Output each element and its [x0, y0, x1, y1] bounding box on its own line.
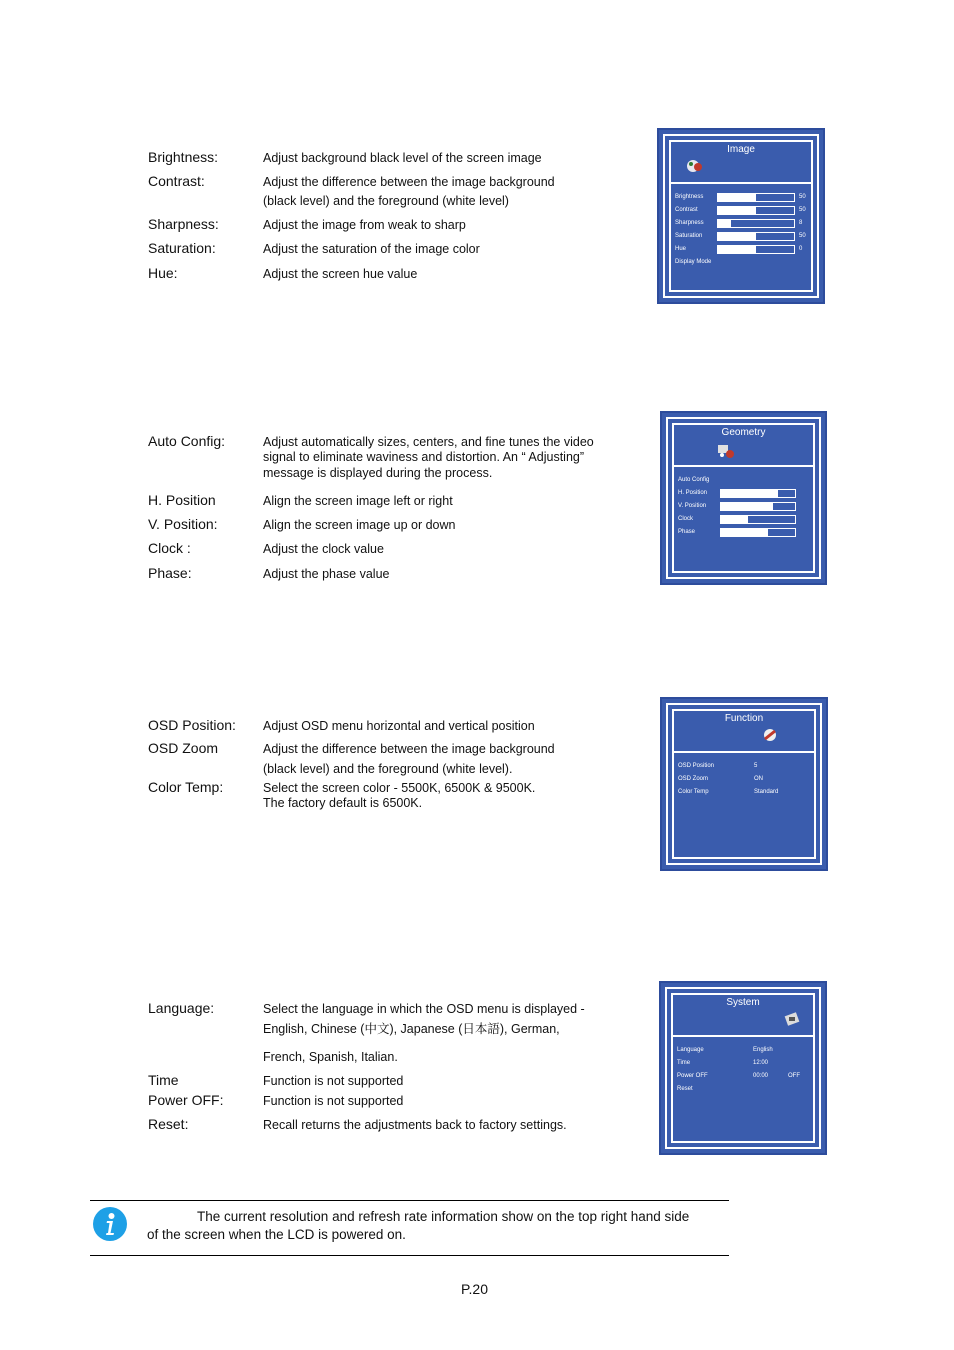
osd-separator: [669, 182, 813, 184]
osd-title: Image: [727, 144, 755, 155]
osd-inner-frame: [672, 709, 816, 859]
term-time: Time: [148, 1072, 179, 1088]
osd-color-temp-value[interactable]: Standard: [754, 789, 779, 795]
note-text-line2: of the screen when the LCD is powered on.: [147, 1227, 406, 1242]
osd-row-v-position-label: V. Position: [678, 503, 707, 509]
osd-row-language-label: Language: [677, 1047, 704, 1053]
osd-function-panel: [660, 697, 828, 871]
desc-contrast-line2: (black level) and the foreground (white level): [263, 194, 509, 208]
desc-power-off: Function is not supported: [263, 1094, 404, 1108]
osd-brightness-slider[interactable]: [717, 193, 795, 202]
function-menu-icon: [761, 727, 779, 743]
system-menu-icon: [784, 1011, 802, 1027]
osd-row-reset-label[interactable]: Reset: [677, 1086, 693, 1092]
geometry-menu-icon: [717, 443, 735, 459]
osd-brightness-value: 50: [799, 194, 806, 200]
term-phase: Phase:: [148, 565, 192, 581]
osd-osd-position-value[interactable]: 5: [754, 763, 758, 769]
term-power-off: Power OFF:: [148, 1092, 224, 1108]
osd-sharpness-slider[interactable]: [717, 219, 795, 228]
term-osd-zoom: OSD Zoom: [148, 740, 219, 756]
term-clock: Clock :: [148, 540, 191, 556]
osd-v-position-slider[interactable]: [720, 502, 796, 511]
osd-saturation-slider[interactable]: [717, 232, 795, 241]
term-hue: Hue:: [148, 265, 178, 281]
osd-inner-frame: [672, 423, 815, 573]
osd-row-brightness-label: Brightness: [675, 194, 704, 200]
term-contrast: Contrast:: [148, 173, 205, 189]
term-osd-position: OSD Position:: [148, 717, 236, 733]
osd-image-panel: [657, 128, 825, 304]
term-sharpness: Sharpness:: [148, 216, 219, 232]
desc-auto-config-line3: message is displayed during the process.: [263, 466, 493, 480]
desc-language-line1: Select the language in which the OSD menu is displayed -: [263, 1002, 585, 1016]
osd-title: System: [726, 997, 760, 1008]
desc-clock: Adjust the clock value: [263, 542, 384, 556]
osd-phase-slider[interactable]: [720, 528, 796, 537]
osd-row-osd-zoom-label: OSD Zoom: [678, 776, 709, 782]
desc-time: Function is not supported: [263, 1074, 404, 1088]
desc-language-line2: English, Chinese (中文), Japanese (日本語), German,: [263, 1022, 560, 1036]
desc-reset: Recall returns the adjustments back to factory settings.: [263, 1118, 567, 1132]
term-brightness: Brightness:: [148, 149, 219, 165]
osd-row-power-off-label: Power OFF: [677, 1073, 708, 1079]
desc-language-line3: French, Spanish, Italian.: [263, 1050, 398, 1064]
desc-v-position: Align the screen image up or down: [263, 518, 456, 532]
note-text-line1: The current resolution and refresh rate information show on the top right hand side: [197, 1209, 690, 1224]
image-menu-icon: [686, 158, 704, 174]
osd-row-hue-label: Hue: [675, 246, 687, 252]
osd-row-contrast-label: Contrast: [675, 207, 698, 213]
desc-brightness: Adjust background black level of the screen image: [263, 151, 542, 165]
osd-separator: [672, 465, 815, 467]
term-saturation: Saturation:: [148, 240, 216, 256]
osd-title: Function: [724, 713, 764, 724]
desc-h-position: Align the screen image left or right: [263, 494, 453, 508]
desc-hue: Adjust the screen hue value: [263, 267, 418, 281]
note-bottom-rule: [90, 1255, 729, 1256]
osd-sharpness-value: 8: [799, 220, 803, 226]
osd-row-osd-position-label: OSD Position: [678, 763, 715, 769]
osd-row-clock-label: Clock: [678, 516, 694, 522]
osd-row-auto-config-label[interactable]: Auto Config: [678, 477, 710, 483]
term-reset: Reset:: [148, 1116, 189, 1132]
osd-language-value[interactable]: English: [753, 1047, 773, 1053]
desc-osd-zoom-line2: (black level) and the foreground (white level).: [263, 762, 513, 776]
term-h-position: H. Position: [148, 492, 216, 508]
page-number: P.20: [461, 1281, 488, 1297]
osd-title: Geometry: [721, 427, 766, 438]
term-v-position: V. Position:: [148, 516, 218, 532]
osd-saturation-value: 50: [799, 233, 806, 239]
osd-row-saturation-label: Saturation: [675, 233, 703, 239]
osd-hue-slider[interactable]: [717, 245, 795, 254]
osd-contrast-value: 50: [799, 207, 806, 213]
desc-contrast-line1: Adjust the difference between the image background: [263, 175, 555, 189]
osd-geometry-panel: [660, 411, 827, 585]
osd-row-display-mode-label: Display Mode: [675, 259, 712, 265]
term-auto-config: Auto Config:: [148, 433, 226, 449]
desc-sharpness: Adjust the image from weak to sharp: [263, 218, 466, 232]
desc-osd-zoom-line1: Adjust the difference between the image background: [263, 742, 555, 756]
info-icon: [93, 1207, 127, 1241]
desc-osd-position: Adjust OSD menu horizontal and vertical position: [263, 719, 535, 733]
osd-clock-slider[interactable]: [720, 515, 796, 524]
osd-h-position-slider[interactable]: [720, 489, 796, 498]
desc-color-temp-line2: The factory default is 6500K.: [263, 796, 423, 810]
desc-saturation: Adjust the saturation of the image color: [263, 242, 480, 256]
desc-auto-config-line1: Adjust automatically sizes, centers, and fine tunes the video: [263, 435, 594, 449]
osd-separator: [672, 751, 816, 753]
desc-color-temp-line1: Select the screen color - 5500K, 6500K & 9500K.: [263, 781, 536, 795]
osd-contrast-slider[interactable]: [717, 206, 795, 215]
desc-auto-config-line2: signal to eliminate waviness and distortion. An “ Adjusting”: [263, 450, 585, 464]
osd-system-panel: [659, 981, 827, 1155]
osd-power-off-value[interactable]: 00:00: [753, 1073, 769, 1079]
osd-row-phase-label: Phase: [678, 529, 696, 535]
osd-row-sharpness-label: Sharpness: [675, 220, 704, 226]
desc-phase: Adjust the phase value: [263, 567, 390, 581]
note-top-rule: [90, 1200, 729, 1201]
osd-row-time-label: Time: [677, 1060, 691, 1066]
osd-power-off-state[interactable]: OFF: [788, 1073, 800, 1079]
osd-hue-value: 0: [799, 246, 803, 252]
term-color-temp: Color Temp:: [148, 779, 224, 795]
osd-row-h-position-label: H. Position: [678, 490, 708, 496]
osd-osd-zoom-value[interactable]: ON: [754, 776, 763, 782]
osd-time-value[interactable]: 12:00: [753, 1060, 769, 1066]
osd-separator: [671, 1035, 815, 1037]
osd-row-color-temp-label: Color Temp: [678, 789, 709, 795]
term-language: Language:: [148, 1000, 215, 1016]
